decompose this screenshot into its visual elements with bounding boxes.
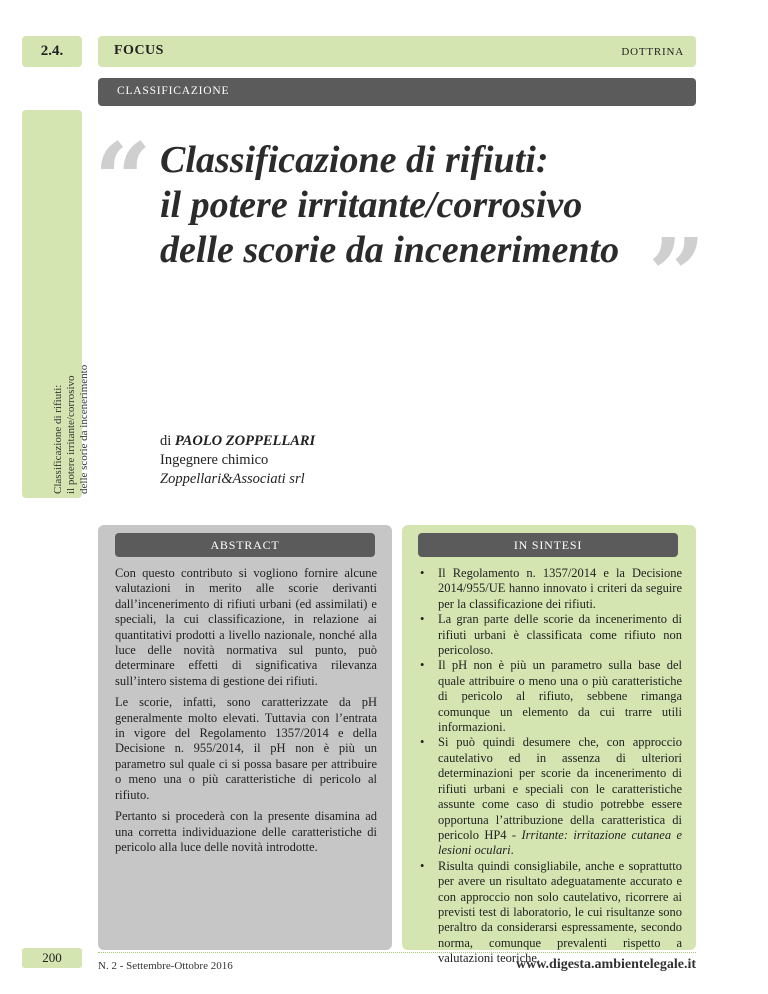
summary-list — [418, 566, 682, 967]
bullet: • — [420, 566, 425, 580]
bullet: • — [420, 735, 425, 750]
side-title — [52, 314, 91, 494]
title-line: delle scorie da incenerimento — [160, 229, 620, 271]
summary-item: • Si può quindi desumere che, con approccio cautelativo ed in assenza di ulteriori determinazioni per scorie da incenerimento di rifiuti urbani e speciali con le caratteristiche assunte come caso di studio potrebbe essere opportuna l’attribuzione della caratteristica di pericolo HP4 - Irritante: irritazione cutanea e lesioni oculari. — [420, 735, 682, 858]
page-number: 200 — [22, 948, 82, 968]
author-block — [160, 432, 315, 489]
title-line: Classificazione di rifiuti: — [160, 139, 549, 181]
footer-divider — [98, 952, 696, 953]
summary-item: • Il pH non è più un parametro sulla base del quale attribuire o meno una o più caratteristiche di pericolo al rifiuto, sebbene rimanga comunque un elemento da cui trarre utili informazioni. — [420, 658, 682, 735]
author-role: Ingegnere chimico — [160, 452, 269, 468]
summary-heading: IN SINTESI — [418, 533, 678, 557]
issue-info: N. 2 - Settembre-Ottobre 2016 — [98, 960, 233, 972]
author-organization: Zoppellari&Associati srl — [160, 471, 305, 487]
summary-item: • Il Regolamento n. 1357/2014 e la Decisione 2014/955/UE hanno innovato i criteri da seguire per la classificazione dei rifiuti. — [420, 566, 682, 611]
bullet: • — [420, 858, 425, 873]
summary-item: • Risulta quindi consigliabile, anche e soprattutto per avere un risultato adeguatamente accurato e con approccio non solo cautelativo, ricorrere ai previsti test di laboratorio, le cui risultanze sono peraltro da considerarsi espressamente, secondo norma, comunque prevalenti rispetto a valutazioni teoriche. — [420, 858, 682, 966]
abstract-paragraph: Le scorie, infatti, sono caratterizzate da pH generalmente molto elevati. Tuttavia con l’entrata in vigore del Regolamento 1357/2014 e della Decisione n. 955/2014, il pH non è più un parametro sul quale ci si possa basare per attribuire o meno una o più caratteristiche di pericolo al rifiuto. — [115, 695, 377, 802]
abstract-text — [115, 566, 377, 861]
abstract-paragraph: Con questo contributo si vogliono fornire alcune valutazioni in merito alle scorie derivanti dall’incenerimento di rifiuti urbani (ed assimilati) e speciali, la cui classificazione, in relazione ai quantitativi prodotti a livello nazionale, nonché alla luce delle novità normativa sul punto, può determinare effetti di significativa rilevanza sull’intero sistema di gestione dei rifiuti. — [115, 566, 377, 688]
author-name: PAOLO ZOPPELLARI — [174, 433, 316, 449]
abstract-heading: ABSTRACT — [115, 533, 375, 557]
side-title-line: Classificazione di rifiuti: — [52, 384, 64, 494]
focus-bar — [98, 36, 696, 67]
open-quote-mark: “ — [94, 121, 152, 239]
hp4-emphasis: Irritante: irritazione cutanea e lesioni oculari — [438, 827, 682, 858]
abstract-paragraph: Pertanto si procederà con la presente disamina ad una corretta individuazione delle caratteristiche di pericolo alla luce delle novità introdotte. — [115, 809, 377, 854]
title-line: il potere irritante/corrosivo — [160, 184, 583, 226]
focus-label: FOCUS — [114, 43, 164, 58]
side-title-line: il potere irritante/corrosivo — [65, 375, 77, 494]
section-number: 2.4. — [22, 36, 82, 67]
doctrina-label: DOTTRINA — [621, 46, 684, 58]
website-link[interactable]: www.digesta.ambientelegale.it — [515, 957, 696, 972]
bullet: • — [420, 612, 425, 627]
close-quote-mark: ” — [648, 216, 706, 334]
summary-item: • La gran parte delle scorie da incenerimento di rifiuti urbani è classificata come rifiuto non pericoloso. — [420, 612, 682, 658]
author-prefix: di — [160, 433, 172, 449]
article-title — [160, 138, 619, 273]
side-title-line: delle scorie da incenerimento — [78, 364, 90, 494]
category-label: CLASSIFICAZIONE — [117, 85, 230, 97]
bullet: • — [420, 658, 425, 673]
